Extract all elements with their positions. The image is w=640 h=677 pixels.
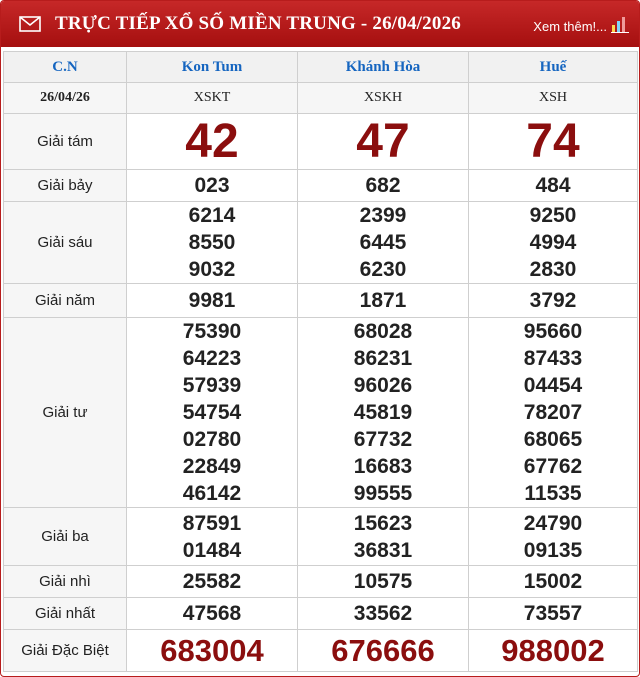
prize-number: 15002 bbox=[523, 570, 583, 593]
province-link[interactable]: Kon Tum bbox=[127, 52, 298, 83]
province-header-row bbox=[4, 52, 638, 83]
prize-number: 676666 bbox=[331, 632, 435, 668]
prize-number: 6230 bbox=[359, 258, 407, 281]
prize-cell bbox=[127, 508, 298, 566]
prize-number: 73557 bbox=[523, 602, 583, 625]
results-table bbox=[3, 51, 638, 672]
prize-number: 24790 bbox=[523, 511, 583, 535]
prize-cell bbox=[469, 598, 638, 630]
prize-label: Giải nhì bbox=[4, 566, 127, 598]
prize-cell bbox=[469, 630, 638, 672]
prize-cell bbox=[298, 202, 469, 284]
prize-number: 74 bbox=[526, 114, 580, 168]
prize-number: 09135 bbox=[523, 538, 583, 562]
prize-cell bbox=[127, 566, 298, 598]
prize-number: 15623 bbox=[353, 511, 413, 535]
prize-number: 16683 bbox=[353, 455, 413, 478]
prize-cell bbox=[298, 508, 469, 566]
prize-row bbox=[4, 202, 638, 284]
prize-number: 45819 bbox=[353, 401, 413, 424]
prize-number: 683004 bbox=[160, 632, 264, 668]
province-code: XSH bbox=[469, 83, 638, 114]
prize-number: 6445 bbox=[359, 231, 407, 254]
prize-number: 25582 bbox=[182, 570, 242, 593]
prize-cell bbox=[127, 284, 298, 318]
prize-row bbox=[4, 630, 638, 672]
prize-cell bbox=[469, 202, 638, 284]
prize-cell bbox=[469, 508, 638, 566]
prize-number: 988002 bbox=[501, 632, 605, 668]
prize-label: Giải tám bbox=[4, 114, 127, 170]
prize-cell bbox=[127, 630, 298, 672]
prize-cell bbox=[127, 114, 298, 170]
prize-cell bbox=[298, 170, 469, 202]
prize-number: 75390 bbox=[182, 320, 242, 343]
prize-row bbox=[4, 598, 638, 630]
prize-cell bbox=[127, 598, 298, 630]
prize-number: 68065 bbox=[523, 428, 583, 451]
prize-row bbox=[4, 318, 638, 508]
see-more-link[interactable]: Xem thêm!... bbox=[533, 19, 607, 34]
prize-label: Giải sáu bbox=[4, 202, 127, 284]
prize-cell bbox=[298, 284, 469, 318]
page-title: TRỰC TIẾP XỔ SỐ MIỀN TRUNG - 26/04/2026 bbox=[55, 13, 461, 34]
prize-number: 11535 bbox=[524, 482, 582, 505]
prize-cell bbox=[298, 318, 469, 508]
prize-number: 87591 bbox=[182, 511, 242, 535]
prize-number: 9032 bbox=[188, 258, 236, 281]
prize-cell bbox=[298, 566, 469, 598]
prize-label: Giải tư bbox=[4, 318, 127, 508]
prize-row bbox=[4, 284, 638, 318]
prize-cell bbox=[469, 318, 638, 508]
prize-row bbox=[4, 170, 638, 202]
province-link[interactable]: Khánh Hòa bbox=[298, 52, 469, 83]
prize-number: 64223 bbox=[182, 347, 242, 370]
prize-number: 023 bbox=[194, 174, 230, 197]
prize-number: 42 bbox=[185, 114, 239, 168]
bar-chart-icon[interactable] bbox=[611, 15, 629, 33]
header-bar bbox=[1, 1, 639, 47]
prize-number: 78207 bbox=[523, 401, 583, 424]
prize-cell bbox=[469, 284, 638, 318]
prize-row bbox=[4, 508, 638, 566]
prize-number: 3792 bbox=[529, 289, 577, 312]
prize-cell bbox=[298, 630, 469, 672]
prize-number: 99555 bbox=[353, 482, 413, 505]
prize-number: 54754 bbox=[182, 401, 242, 424]
prize-number: 46142 bbox=[182, 482, 242, 505]
prize-number: 484 bbox=[535, 174, 571, 197]
prize-number: 47568 bbox=[182, 602, 242, 625]
prize-number: 9250 bbox=[529, 204, 577, 227]
prize-row bbox=[4, 566, 638, 598]
prize-number: 67762 bbox=[523, 455, 583, 478]
prize-number: 86231 bbox=[353, 347, 413, 370]
prize-cell bbox=[127, 318, 298, 508]
mail-icon bbox=[19, 16, 41, 32]
prize-label: Giải bảy bbox=[4, 170, 127, 202]
prize-cell bbox=[127, 202, 298, 284]
prize-number: 4994 bbox=[529, 231, 577, 254]
prize-number: 57939 bbox=[182, 374, 242, 397]
prize-label: Giải năm bbox=[4, 284, 127, 318]
province-link[interactable]: Huế bbox=[469, 52, 638, 83]
prize-cell bbox=[298, 114, 469, 170]
prize-cell bbox=[469, 566, 638, 598]
prize-number: 6214 bbox=[188, 204, 236, 227]
prize-number: 10575 bbox=[353, 570, 413, 593]
prize-number: 01484 bbox=[182, 538, 242, 562]
province-code: XSKH bbox=[298, 83, 469, 114]
prize-number: 02780 bbox=[182, 428, 242, 451]
prize-number: 2830 bbox=[529, 258, 577, 281]
prize-number: 47 bbox=[356, 114, 410, 168]
prize-label: Giải ba bbox=[4, 508, 127, 566]
code-row bbox=[4, 83, 638, 114]
prize-number: 8550 bbox=[188, 231, 236, 254]
prize-number: 68028 bbox=[353, 320, 413, 343]
prize-label: Giải Đặc Biệt bbox=[4, 630, 127, 672]
prize-number: 95660 bbox=[523, 320, 583, 343]
prize-cell bbox=[298, 598, 469, 630]
prize-number: 67732 bbox=[353, 428, 413, 451]
draw-date: 26/04/26 bbox=[4, 83, 127, 114]
prize-number: 2399 bbox=[359, 204, 407, 227]
prize-number: 04454 bbox=[523, 374, 583, 397]
prize-row bbox=[4, 114, 638, 170]
province-code: XSKT bbox=[127, 83, 298, 114]
corner-label: C.N bbox=[4, 52, 127, 83]
prize-number: 96026 bbox=[353, 374, 413, 397]
prize-cell bbox=[469, 114, 638, 170]
prize-cell bbox=[127, 170, 298, 202]
prize-number: 682 bbox=[365, 174, 401, 197]
prize-number: 87433 bbox=[523, 347, 583, 370]
prize-number: 1871 bbox=[359, 289, 407, 312]
prize-number: 33562 bbox=[353, 602, 413, 625]
prize-label: Giải nhất bbox=[4, 598, 127, 630]
prize-number: 9981 bbox=[188, 289, 236, 312]
prize-cell bbox=[469, 170, 638, 202]
prize-number: 22849 bbox=[182, 455, 242, 478]
prize-number: 36831 bbox=[353, 538, 413, 562]
